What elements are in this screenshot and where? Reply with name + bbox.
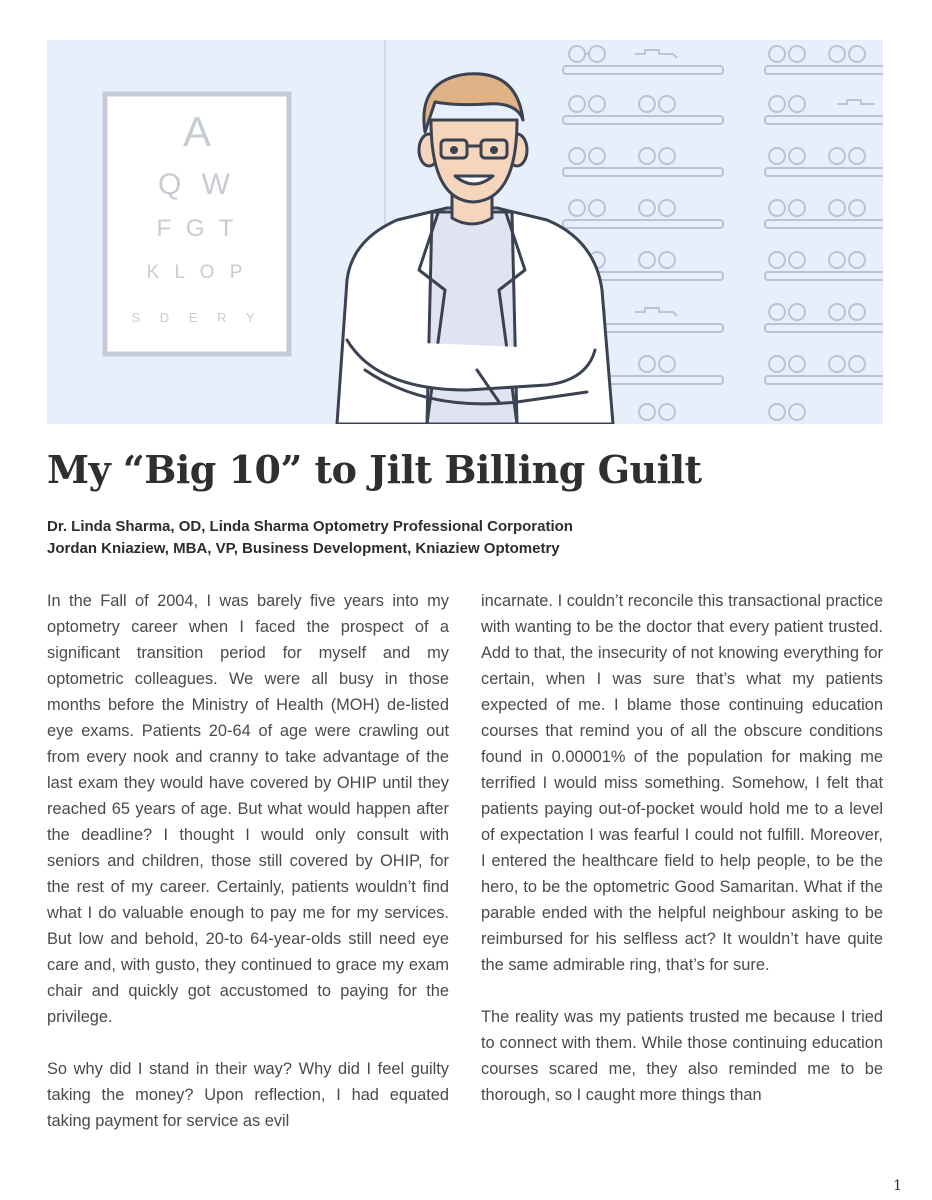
glasses-shelves [563, 46, 883, 420]
eye-chart-row: Q W [158, 168, 236, 201]
body-paragraph: The reality was my patients trusted me because I tried to connect with them. While those continuing education courses scared me, they also reminded me to be thorough, so I caught more things than [481, 1008, 883, 1104]
body-column-right [481, 588, 883, 1108]
body-column-left [47, 588, 449, 1134]
author-line: Jordan Kniaziew, MBA, VP, Business Development, Kniaziew Optometry [47, 540, 560, 557]
eye-chart-row: K L O P [146, 262, 248, 283]
doctor-figure [337, 74, 613, 424]
body-paragraph: In the Fall of 2004, I was barely five years into my optometry career when I faced the prospect of a significant transition period for myself and my optometric colleagues. We were all busy in those months before the Ministry of Health (MOH) de-listed eye exams. Patients 20-64 of age were crawling out from every nook and cranny to take advantage of the last exam they would have covered by OHIP until they reached 65 years of age. But what would happen after the deadline? I thought I would only consult with seniors and children, those still covered by OHIP, for the rest of my career. Certainly, patients wouldn’t find what I do valuable enough to pay me for my services. But low and behold, 20-to 64-year-olds still need eye care and, with gusto, they continued to grace my exam chair and quickly got accustomed to paying for the privilege. [47, 592, 449, 1026]
article-title: My “Big 10” to Jilt Billing Guilt [47, 447, 702, 492]
body-paragraph: So why did I stand in their way? Why did I feel guilty taking the money? Upon reflection, I had equated taking payment for service as evil [47, 1060, 449, 1130]
eye-chart-row: F G T [156, 215, 238, 242]
eye-chart-row: S D E R Y [131, 310, 263, 325]
eye-chart [105, 94, 289, 354]
author-line: Dr. Linda Sharma, OD, Linda Sharma Optometry Professional Corporation [47, 518, 573, 535]
page-number: 1 [893, 1178, 902, 1194]
author-list [47, 516, 887, 560]
hero-illustration [47, 40, 883, 424]
body-paragraph: incarnate. I couldn’t reconcile this transactional practice with wanting to be the doctor that every patient trusted. Add to that, the insecurity of not knowing everything for certain, when I was sure that’s what my patients expected of me. I blame those continuing education courses that remind you of all the obscure conditions found in 0.00001% of the population for making me terrified I would miss something. Somehow, I felt that patients paying out-of-pocket would hold me to a level of expectation I was fearful I could not fulfill. Moreover, I entered the healthcare field to help people, to be the hero, to be the optometric Good Samaritan. What if the parable ended with the helpful neighbour asking to be reimbursed for his selfless act? It wouldn’t have quite the same admirable ring, that’s for sure. [481, 592, 883, 974]
eye-chart-row: A [182, 108, 212, 155]
